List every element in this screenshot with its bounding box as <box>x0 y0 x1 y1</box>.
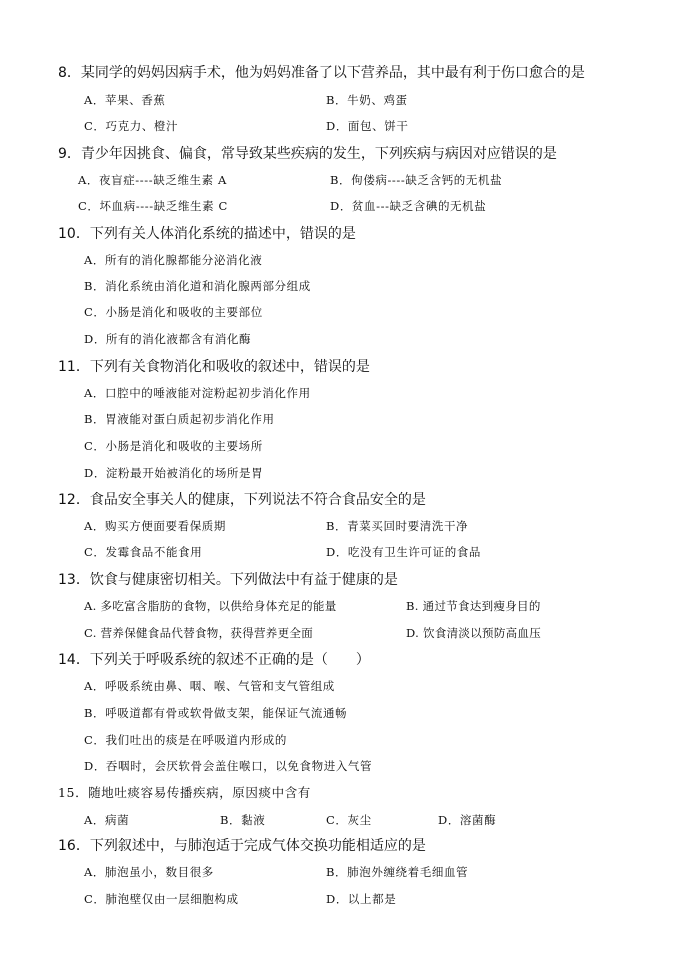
question-15-stem: 15．随地吐痰容易传播疾病，原因痰中含有 <box>58 785 311 800</box>
q8-option-a: A．苹果、香蕉 <box>84 93 166 107</box>
q16-option-c: C．肺泡壁仅由一层细胞构成 <box>84 892 239 906</box>
q11-option-d: D．淀粉最开始被消化的场所是胃 <box>84 466 264 480</box>
question-16-stem: 16．下列叙述中，与肺泡适于完成气体交换功能相适应的是 <box>58 838 426 854</box>
q8-option-c: C．巧克力、橙汁 <box>84 119 179 133</box>
q14-option-b: B．呼吸道都有骨或软骨做支架，能保证气流通畅 <box>84 706 348 720</box>
q8-option-d: D．面包、饼干 <box>326 119 409 133</box>
q12-option-c: C．发霉食品不能食用 <box>84 545 203 559</box>
question-13-stem: 13．饮食与健康密切相关。下列做法中有益于健康的是 <box>58 572 398 588</box>
q14-option-a: A．呼吸系统由鼻、咽、喉、气管和支气管组成 <box>84 679 335 693</box>
q10-option-b: B．消化系统由消化道和消化腺两部分组成 <box>84 279 311 293</box>
q9-option-c: C．坏血病----缺乏维生素 C <box>78 199 228 213</box>
q12-option-d: D．吃没有卫生许可证的食品 <box>326 545 482 559</box>
q16-option-d: D．以上都是 <box>326 892 397 906</box>
q16-option-b: B．肺泡外缠绕着毛细血管 <box>326 865 469 879</box>
q12-option-a: A．购买方便面要看保质期 <box>84 519 227 533</box>
q15-option-c: C．灰尘 <box>326 813 372 827</box>
q14-option-d: D．吞咽时，会厌软骨会盖住喉口，以免食物进入气管 <box>84 759 373 773</box>
q14-option-c: C．我们吐出的痰是在呼吸道内形成的 <box>84 733 287 747</box>
q15-option-a: A．病菌 <box>84 813 130 827</box>
q12-option-b: B．青菜买回时要清洗干净 <box>326 519 469 533</box>
question-11-stem: 11．下列有关食物消化和吸收的叙述中，错误的是 <box>58 359 370 375</box>
q15-option-d: D．溶菌酶 <box>438 813 497 827</box>
q11-option-c: C．小肠是消化和吸收的主要场所 <box>84 439 263 453</box>
q13-option-c: C. 营养保健食品代替食物，获得营养更全面 <box>84 626 313 640</box>
question-14-stem: 14．下列关于呼吸系统的叙述不正确的是（ ） <box>58 652 370 668</box>
q10-option-a: A．所有的消化腺都能分泌消化液 <box>84 253 263 267</box>
q15-option-b: B．黏液 <box>220 813 266 827</box>
q11-option-a: A．口腔中的唾液能对淀粉起初步消化作用 <box>84 386 311 400</box>
q10-option-c: C．小肠是消化和吸收的主要部位 <box>84 305 263 319</box>
q13-option-a: A. 多吃富含脂肪的食物，以供给身体充足的能量 <box>84 599 337 613</box>
q11-option-b: B．胃液能对蛋白质起初步消化作用 <box>84 412 275 426</box>
question-12-stem: 12．食品安全事关人的健康，下列说法不符合食品安全的是 <box>58 492 426 508</box>
q9-option-d: D．贫血---缺乏含碘的无机盐 <box>330 199 487 213</box>
q13-option-b: B. 通过节食达到瘦身目的 <box>406 599 541 613</box>
question-10-stem: 10．下列有关人体消化系统的描述中，错误的是 <box>58 226 356 242</box>
question-9-stem: 9．青少年因挑食、偏食，常导致某些疾病的发生，下列疾病与病因对应错误的是 <box>58 146 557 162</box>
q13-option-d: D. 饮食清淡以预防高血压 <box>406 626 542 640</box>
q10-option-d: D．所有的消化液都含有消化酶 <box>84 332 252 346</box>
q16-option-a: A．肺泡虽小，数目很多 <box>84 865 214 879</box>
q9-option-a: A．夜盲症----缺乏维生素 A <box>78 173 227 187</box>
question-8-stem: 8．某同学的妈妈因病手术，他为妈妈准备了以下营养品，其中最有利于伤口愈合的是 <box>58 65 585 81</box>
q8-option-b: B．牛奶、鸡蛋 <box>326 93 408 107</box>
q9-option-b: B．佝偻病----缺乏含钙的无机盐 <box>330 173 503 187</box>
